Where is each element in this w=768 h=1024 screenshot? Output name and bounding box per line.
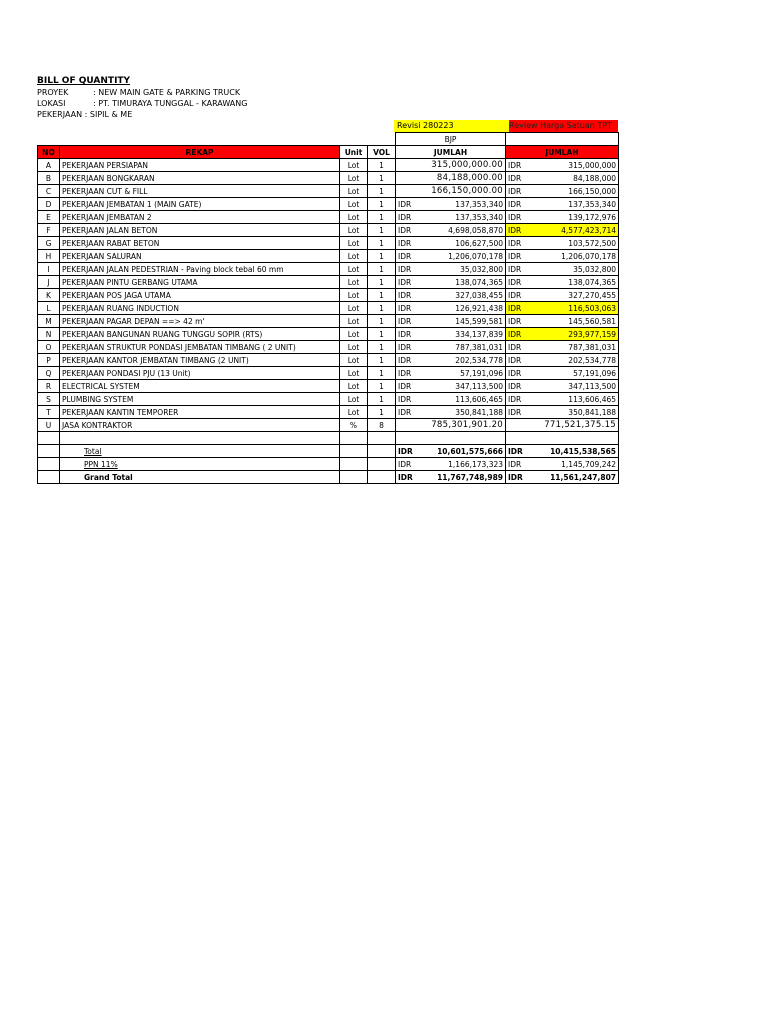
row-review-currency: IDR: [506, 393, 530, 406]
row-bjp-currency: IDR: [396, 315, 420, 328]
row-vol: 1: [368, 406, 396, 419]
table-row: [38, 263, 619, 276]
row-vol: 1: [368, 302, 396, 315]
row-unit: Lot: [340, 198, 368, 211]
row-no: E: [38, 211, 60, 224]
row-bjp-currency: IDR: [396, 237, 420, 250]
row-review-currency: IDR: [506, 198, 530, 211]
table-row: [38, 328, 619, 341]
row-vol: 1: [368, 276, 396, 289]
table-row: [38, 315, 619, 328]
row-review-currency: IDR: [506, 354, 530, 367]
row-review-amount: 113,606,465: [530, 393, 619, 406]
pekerjaan-row: [37, 109, 627, 120]
row-review-currency: IDR: [506, 328, 530, 341]
grand-total-row-review-amount: 11,561,247,807: [530, 471, 619, 484]
row-review-currency: IDR: [506, 237, 530, 250]
total-row-review-currency: IDR: [506, 445, 530, 458]
row-unit: Lot: [340, 393, 368, 406]
row-review-currency: IDR: [506, 380, 530, 393]
row-no: H: [38, 250, 60, 263]
review-revision-label: Review Harga Satuan TPT: [509, 120, 618, 132]
row-no: I: [38, 263, 60, 276]
row-bjp-amount: 113,606,465: [420, 393, 506, 406]
row-bjp-currency: IDR: [396, 302, 420, 315]
row-bjp-currency: IDR: [396, 224, 420, 237]
row-bjp-amount: 57,191,096: [420, 367, 506, 380]
row-bjp-amount: 785,301,901.20: [396, 419, 506, 432]
ppn-row-label: PPN 11%: [60, 458, 340, 471]
row-rekap: PEKERJAAN RUANG INDUCTION: [60, 302, 340, 315]
row-vol: 1: [368, 393, 396, 406]
row-bjp-currency: IDR: [396, 211, 420, 224]
column-header-row: [38, 146, 619, 159]
table-row: [38, 211, 619, 224]
row-rekap: JASA KONTRAKTOR: [60, 419, 340, 432]
row-no: N: [38, 328, 60, 341]
grand-total-row: [38, 471, 619, 484]
col-header-rekap: REKAP: [60, 146, 340, 159]
ppn-row-review-currency: IDR: [506, 458, 530, 471]
row-review-amount: 35,032,800: [530, 263, 619, 276]
row-unit: Lot: [340, 380, 368, 393]
row-review-amount: 327,270,455: [530, 289, 619, 302]
row-review-currency: IDR: [506, 406, 530, 419]
row-review-amount: 116,503,063: [530, 302, 619, 315]
row-review-currency: IDR: [506, 211, 530, 224]
grand-total-row-bjp-currency: IDR: [396, 471, 420, 484]
row-unit: Lot: [340, 354, 368, 367]
col-header-unit: Unit: [340, 146, 368, 159]
row-bjp-amount: 4,698,058,870: [420, 224, 506, 237]
row-bjp-amount: 334,137,839: [420, 328, 506, 341]
row-vol: 1: [368, 341, 396, 354]
row-bjp-currency: IDR: [396, 393, 420, 406]
row-rekap: PLUMBING SYSTEM: [60, 393, 340, 406]
row-review-amount: 138,074,365: [530, 276, 619, 289]
bill-of-quantity-sheet: [37, 76, 627, 484]
total-row-label: Total: [60, 445, 340, 458]
row-vol: 1: [368, 237, 396, 250]
table-row: [38, 302, 619, 315]
row-bjp-currency: IDR: [396, 263, 420, 276]
row-unit: Lot: [340, 172, 368, 185]
revision-row: [37, 120, 627, 132]
row-vol: 1: [368, 380, 396, 393]
col-header-jumlah-review: JUMLAH: [506, 146, 619, 159]
row-vol: 1: [368, 289, 396, 302]
row-review-amount: 166,150,000: [530, 185, 619, 198]
row-bjp-amount: 126,921,438: [420, 302, 506, 315]
row-no: U: [38, 419, 60, 432]
row-no: Q: [38, 367, 60, 380]
row-rekap: PEKERJAAN JEMBATAN 2: [60, 211, 340, 224]
pekerjaan-value: : SIPIL & ME: [84, 110, 133, 119]
row-bjp-currency: IDR: [396, 341, 420, 354]
row-bjp-amount: 166,150,000.00: [396, 185, 506, 198]
table-row: [38, 380, 619, 393]
table-row: [38, 406, 619, 419]
table-row: [38, 159, 619, 172]
row-unit: Lot: [340, 289, 368, 302]
row-bjp-amount: 138,074,365: [420, 276, 506, 289]
row-review-currency: IDR: [506, 263, 530, 276]
row-unit: Lot: [340, 211, 368, 224]
row-vol: 1: [368, 250, 396, 263]
table-row: [38, 341, 619, 354]
row-review-currency: IDR: [506, 341, 530, 354]
row-bjp-currency: IDR: [396, 328, 420, 341]
boq-table: [37, 132, 619, 484]
row-no: L: [38, 302, 60, 315]
row-vol: 1: [368, 198, 396, 211]
row-vol: 1: [368, 315, 396, 328]
row-vol: 1: [368, 263, 396, 276]
row-no: O: [38, 341, 60, 354]
table-row: [38, 237, 619, 250]
row-no: B: [38, 172, 60, 185]
row-unit: Lot: [340, 237, 368, 250]
row-review-currency: IDR: [506, 185, 530, 198]
row-rekap: PEKERJAAN CUT & FILL: [60, 185, 340, 198]
row-rekap: PEKERJAAN KANTOR JEMBATAN TIMBANG (2 UNIT): [60, 354, 340, 367]
col-header-vol: VOL: [368, 146, 396, 159]
row-unit: Lot: [340, 250, 368, 263]
row-vol: 1: [368, 367, 396, 380]
row-bjp-amount: 145,599,581: [420, 315, 506, 328]
table-row: [38, 354, 619, 367]
row-no: C: [38, 185, 60, 198]
row-vol: 1: [368, 211, 396, 224]
row-rekap: PEKERJAAN STRUKTUR PONDASI JEMBATAN TIMBANG ( 2 UNIT): [60, 341, 340, 354]
table-row: [38, 172, 619, 185]
row-vol: 1: [368, 354, 396, 367]
row-vol: 1: [368, 172, 396, 185]
bjp-label: BJP: [396, 133, 506, 146]
row-bjp-amount: 347,113,500: [420, 380, 506, 393]
row-bjp-currency: IDR: [396, 367, 420, 380]
ppn-row: [38, 458, 619, 471]
table-row: [38, 289, 619, 302]
row-unit: Lot: [340, 341, 368, 354]
row-no: P: [38, 354, 60, 367]
row-unit: Lot: [340, 185, 368, 198]
row-bjp-amount: 315,000,000.00: [396, 159, 506, 172]
bjp-label-row: [38, 133, 619, 146]
row-rekap: PEKERJAAN BONGKARAN: [60, 172, 340, 185]
ppn-row-bjp-currency: IDR: [396, 458, 420, 471]
grand-total-row-bjp-amount: 11,767,748,989: [420, 471, 506, 484]
table-row: [38, 419, 619, 432]
spacer-row: [38, 432, 619, 445]
row-review-currency: IDR: [506, 159, 530, 172]
row-rekap: PEKERJAAN JEMBATAN 1 (MAIN GATE): [60, 198, 340, 211]
row-bjp-currency: IDR: [396, 250, 420, 263]
row-no: K: [38, 289, 60, 302]
row-no: T: [38, 406, 60, 419]
total-row-bjp-currency: IDR: [396, 445, 420, 458]
row-review-amount: 57,191,096: [530, 367, 619, 380]
row-review-amount: 145,560,581: [530, 315, 619, 328]
table-row: [38, 185, 619, 198]
row-rekap: ELECTRICAL SYSTEM: [60, 380, 340, 393]
row-bjp-amount: 137,353,340: [420, 198, 506, 211]
row-bjp-currency: IDR: [396, 406, 420, 419]
row-unit: Lot: [340, 406, 368, 419]
row-bjp-amount: 35,032,800: [420, 263, 506, 276]
document-title: BILL OF QUANTITY: [37, 76, 131, 86]
row-bjp-amount: 1,206,070,178: [420, 250, 506, 263]
row-bjp-currency: IDR: [396, 354, 420, 367]
row-review-currency: IDR: [506, 224, 530, 237]
total-row-bjp-amount: 10,601,575,666: [420, 445, 506, 458]
row-vol: 1: [368, 328, 396, 341]
grand-total-row-review-currency: IDR: [506, 471, 530, 484]
row-no: R: [38, 380, 60, 393]
row-no: S: [38, 393, 60, 406]
row-review-currency: IDR: [506, 302, 530, 315]
proyek-row: [37, 87, 627, 98]
row-rekap: PEKERJAAN PINTU GERBANG UTAMA: [60, 276, 340, 289]
table-row: [38, 276, 619, 289]
ppn-row-review-amount: 1,145,709,242: [530, 458, 619, 471]
row-bjp-currency: IDR: [396, 198, 420, 211]
row-rekap: PEKERJAAN PONDASI PJU (13 Unit): [60, 367, 340, 380]
table-row: [38, 198, 619, 211]
row-review-amount: 315,000,000: [530, 159, 619, 172]
row-bjp-amount: 327,038,455: [420, 289, 506, 302]
row-review-amount: 103,572,500: [530, 237, 619, 250]
row-no: D: [38, 198, 60, 211]
row-review-currency: IDR: [506, 315, 530, 328]
row-review-amount: 347,113,500: [530, 380, 619, 393]
total-row-review-amount: 10,415,538,565: [530, 445, 619, 458]
row-review-amount: 787,381,031: [530, 341, 619, 354]
row-vol: 1: [368, 185, 396, 198]
row-bjp-amount: 787,381,031: [420, 341, 506, 354]
row-bjp-amount: 202,534,778: [420, 354, 506, 367]
row-rekap: PEKERJAAN JALAN PEDESTRIAN - Paving block tebal 60 mm: [60, 263, 340, 276]
row-review-currency: IDR: [506, 276, 530, 289]
row-review-amount: 202,534,778: [530, 354, 619, 367]
row-unit: Lot: [340, 328, 368, 341]
row-review-currency: IDR: [506, 250, 530, 263]
ppn-row-bjp-amount: 1,166,173,323: [420, 458, 506, 471]
row-no: J: [38, 276, 60, 289]
lokasi-row: [37, 98, 627, 109]
row-review-currency: IDR: [506, 172, 530, 185]
row-no: M: [38, 315, 60, 328]
row-rekap: PEKERJAAN POS JAGA UTAMA: [60, 289, 340, 302]
bjp-revision-label: Revisi 280223: [394, 120, 509, 132]
row-rekap: PEKERJAAN PAGAR DEPAN ==> 42 m': [60, 315, 340, 328]
row-unit: Lot: [340, 159, 368, 172]
row-unit: Lot: [340, 276, 368, 289]
row-unit: Lot: [340, 302, 368, 315]
row-vol: 1: [368, 224, 396, 237]
pekerjaan-label: PEKERJAAN: [37, 110, 83, 119]
row-bjp-currency: IDR: [396, 276, 420, 289]
row-vol: 8: [368, 419, 396, 432]
row-review-amount: 4,577,423,714: [530, 224, 619, 237]
row-rekap: PEKERJAAN KANTIN TEMPORER: [60, 406, 340, 419]
table-row: [38, 367, 619, 380]
row-no: G: [38, 237, 60, 250]
row-review-amount: 293,977,159: [530, 328, 619, 341]
row-bjp-amount: 84,188,000.00: [396, 172, 506, 185]
row-unit: Lot: [340, 367, 368, 380]
grand-total-row-label: Grand Total: [60, 471, 340, 484]
row-no: F: [38, 224, 60, 237]
row-review-currency: IDR: [506, 289, 530, 302]
row-rekap: PEKERJAAN JALAN BETON: [60, 224, 340, 237]
row-review-amount: 771,521,375.15: [506, 419, 619, 432]
row-review-amount: 139,172,976: [530, 211, 619, 224]
row-review-amount: 137,353,340: [530, 198, 619, 211]
table-row: [38, 250, 619, 263]
row-bjp-amount: 106,627,500: [420, 237, 506, 250]
table-row: [38, 393, 619, 406]
row-review-amount: 350,841,188: [530, 406, 619, 419]
row-review-currency: IDR: [506, 367, 530, 380]
lokasi-value: : PT. TIMURAYA TUNGGAL - KARAWANG: [93, 99, 248, 108]
row-unit: Lot: [340, 263, 368, 276]
row-no: A: [38, 159, 60, 172]
row-review-amount: 1,206,070,178: [530, 250, 619, 263]
row-unit: Lot: [340, 315, 368, 328]
col-header-no: NO: [38, 146, 60, 159]
row-review-amount: 84,188,000: [530, 172, 619, 185]
row-rekap: PEKERJAAN RABAT BETON: [60, 237, 340, 250]
proyek-value: : NEW MAIN GATE & PARKING TRUCK: [93, 88, 241, 97]
row-bjp-currency: IDR: [396, 289, 420, 302]
row-unit: %: [340, 419, 368, 432]
col-header-jumlah-bjp: JUMLAH: [396, 146, 506, 159]
row-rekap: PEKERJAAN PERSIAPAN: [60, 159, 340, 172]
lokasi-label: LOKASI: [37, 99, 66, 108]
total-row: [38, 445, 619, 458]
proyek-label: PROYEK: [37, 88, 69, 97]
row-bjp-currency: IDR: [396, 380, 420, 393]
row-bjp-amount: 137,353,340: [420, 211, 506, 224]
row-bjp-amount: 350,841,188: [420, 406, 506, 419]
row-vol: 1: [368, 159, 396, 172]
row-rekap: PEKERJAAN BANGUNAN RUANG TUNGGU SOPIR (RTS): [60, 328, 340, 341]
row-unit: Lot: [340, 224, 368, 237]
row-rekap: PEKERJAAN SALURAN: [60, 250, 340, 263]
table-row: [38, 224, 619, 237]
